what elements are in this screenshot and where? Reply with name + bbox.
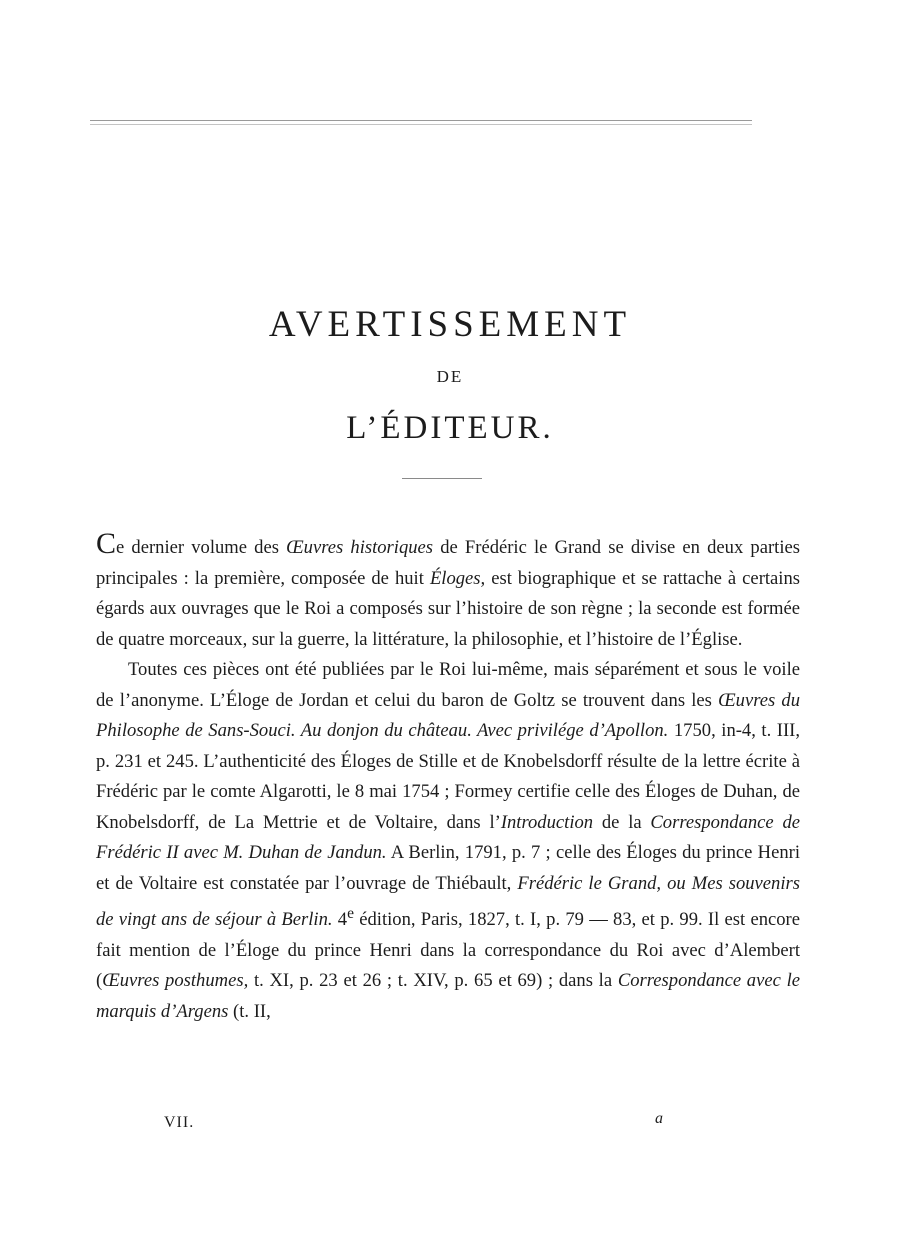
text-run: (t. II, xyxy=(228,1000,271,1022)
volume-number: VII. xyxy=(164,1114,195,1131)
top-rule xyxy=(90,120,752,125)
paragraph-2 xyxy=(96,655,800,1027)
italic-run: Introduction xyxy=(500,811,594,833)
page-title: AVERTISSEMENT xyxy=(268,304,632,345)
italic-run: Éloges, xyxy=(429,567,486,589)
text-run: A Berlin, 1791, p. 7 ; celle des Éloges du prince Henri et de Voltaire est constatée par l’ouvrage de Thiébault, xyxy=(96,842,800,894)
italic-run: Œuvres du Philosophe de Sans-Souci. Au donjon du château. Avec privilége d’Apollon. xyxy=(96,689,800,741)
text-run: 4 xyxy=(332,909,348,931)
superscript: e xyxy=(347,905,354,922)
paragraph-1 xyxy=(96,527,800,655)
italic-run: Correspondance de Frédéric II avec M. Duhan de Jandun. xyxy=(96,811,800,863)
text-run: t. XI, p. 23 et 26 ; t. XIV, p. 65 et 69) ; dans la xyxy=(248,970,618,992)
text-run: de la xyxy=(593,811,651,833)
drop-cap: C xyxy=(96,527,117,560)
page-subtitle: L’ÉDITEUR. xyxy=(346,410,554,446)
body-text xyxy=(96,527,801,1027)
text-run: e dernier volume des xyxy=(116,537,287,558)
italic-run: Œuvres posthumes, xyxy=(102,970,249,992)
italic-run: Correspondance avec le marquis d’Argens xyxy=(96,970,801,1022)
title-connector: DE xyxy=(436,367,464,386)
text-run: Toutes ces pièces ont été publiées par le Roi lui-même, mais séparément et sous le voile de l’anonyme. L’Éloge de Jordan et celui du baron de Goltz se trouvent dans les xyxy=(96,659,800,711)
text-run: est biographique et se rattache à certains égards aux ouvrages que le Roi a composés sur l’histoire de son règne ; la seconde est formée de quatre morceaux, sur la guerre, la littérature, la philosophie, et l’histoire de l’Église. xyxy=(96,567,800,650)
title-divider xyxy=(402,478,482,479)
italic-run: Frédéric le Grand, ou Mes souvenirs de vingt ans de séjour à Berlin. xyxy=(96,872,800,931)
signature-mark: a xyxy=(655,1110,663,1127)
text-run: 1750, in-4, t. III, p. 231 et 245. L’authenticité des Éloges de Stille et de Knobelsdorff résulte de la lettre écrite à Frédéric par le comte Algarotti, le 8 mai 1754 ; Formey certifie celle des Éloges de Duhan, de Knobelsdorff, de La Mettrie et de Voltaire, dans l’ xyxy=(96,720,801,833)
text-run: édition, Paris, 1827, t. I, p. 79 — 83, et p. 99. Il est encore fait mention de l’Éloge du prince Henri dans la correspondance du Roi avec d’Alembert ( xyxy=(96,909,800,992)
italic-run: Œuvres historiques xyxy=(286,537,434,558)
text-run: de Frédéric le Grand se divise en deux parties principales : la première, composée de huit xyxy=(96,537,800,589)
